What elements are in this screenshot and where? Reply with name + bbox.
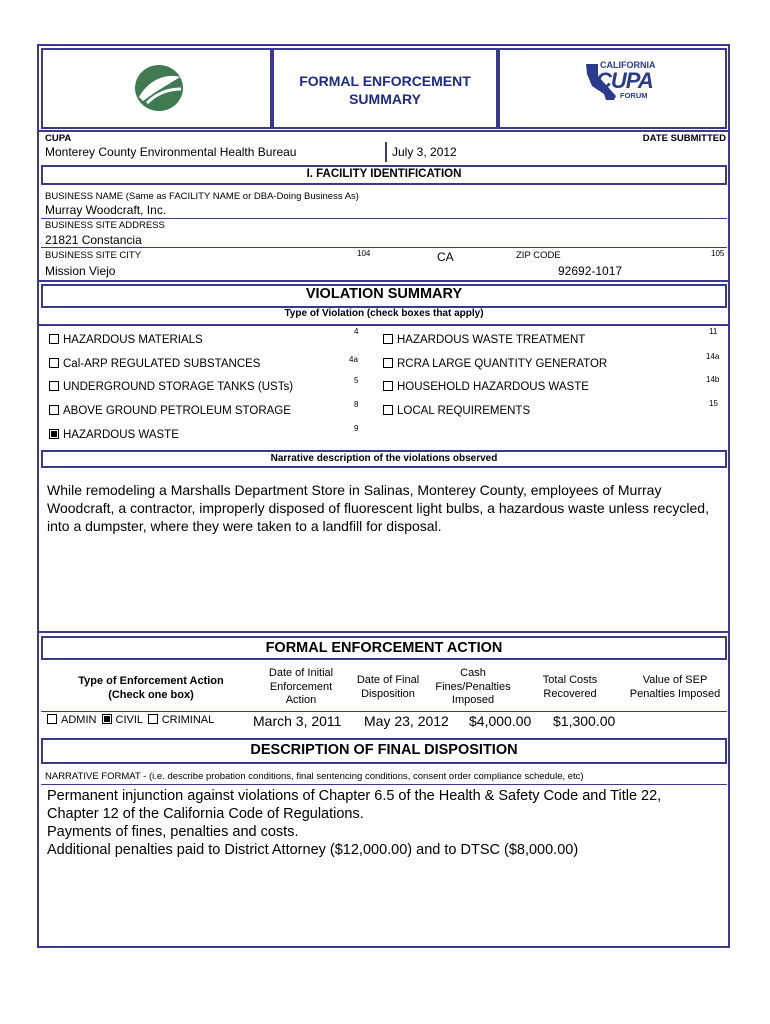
divider bbox=[37, 631, 730, 633]
cupa-forum-logo bbox=[584, 60, 664, 102]
checkbox-checked[interactable] bbox=[102, 714, 112, 724]
violation-calarp[interactable] bbox=[49, 358, 260, 370]
type-label-line-1: Type of Enforcement Action bbox=[78, 675, 224, 687]
divider bbox=[41, 247, 727, 248]
violation-label: UNDERGROUND STORAGE TANKS (USTs) bbox=[63, 381, 294, 393]
violation-ust[interactable] bbox=[49, 381, 293, 393]
violation-code: 11 bbox=[709, 327, 718, 336]
col-initial-date: Date of Initial Enforcement Action bbox=[268, 667, 334, 706]
violation-rcra-lqg[interactable] bbox=[383, 358, 607, 370]
divider bbox=[41, 218, 727, 219]
checkbox[interactable] bbox=[383, 358, 393, 368]
city-label: BUSINESS SITE CITY bbox=[45, 250, 142, 261]
divider bbox=[37, 130, 730, 132]
narrative-label: Narrative description of the violations observed bbox=[270, 453, 498, 464]
zip-label: ZIP CODE bbox=[516, 250, 561, 261]
page-title bbox=[272, 72, 498, 108]
checkbox[interactable] bbox=[49, 358, 59, 368]
enforcement-type-options bbox=[47, 714, 214, 726]
title-line-2: SUMMARY bbox=[349, 91, 421, 107]
option-label: CIVIL bbox=[115, 714, 143, 726]
violation-code: 4a bbox=[349, 355, 358, 364]
cupa-logo-top: CALIFORNIA bbox=[600, 60, 656, 70]
option-label: CRIMINAL bbox=[161, 714, 215, 726]
col-costs: Total Costs Recovered bbox=[542, 674, 598, 700]
col-sep: Value of SEP Penalties Imposed bbox=[629, 674, 721, 700]
zip-code-number: 105 bbox=[711, 249, 725, 258]
checkbox[interactable] bbox=[49, 381, 59, 391]
divider bbox=[37, 324, 730, 326]
checkbox[interactable] bbox=[49, 334, 59, 344]
violation-hazardous-materials[interactable] bbox=[49, 334, 203, 346]
option-admin[interactable] bbox=[47, 714, 96, 726]
violation-code: 15 bbox=[709, 399, 718, 408]
date-submitted-label: DATE SUBMITTED bbox=[642, 133, 726, 144]
type-label-line-2: (Check one box) bbox=[108, 689, 194, 701]
violation-hazardous-waste[interactable] bbox=[49, 429, 179, 441]
zip-value: 92692-1017 bbox=[558, 264, 623, 278]
disposition-line: Additional penalties paid to District Attorney ($12,000.00) and to DTSC ($8,000.00) bbox=[47, 842, 579, 858]
checkbox[interactable] bbox=[383, 381, 393, 391]
disposition-narrative bbox=[47, 787, 723, 859]
disposition-line: Payments of fines, penalties and costs. bbox=[47, 824, 299, 840]
option-civil[interactable] bbox=[102, 714, 143, 726]
violation-local-requirements[interactable] bbox=[383, 405, 530, 417]
violation-label: ABOVE GROUND PETROLEUM STORAGE bbox=[63, 405, 291, 417]
violation-code: 9 bbox=[354, 424, 359, 433]
violation-section-title: VIOLATION SUMMARY bbox=[305, 286, 463, 302]
col-final-date: Date of Final Disposition bbox=[356, 674, 420, 700]
col-fines: Cash Fines/Penalties Imposed bbox=[435, 667, 511, 706]
final-date-value: May 23, 2012 bbox=[364, 713, 449, 729]
enforcement-type-heading bbox=[45, 674, 257, 702]
violation-narrative: While remodeling a Marshalls Department Store in Salinas, Monterey County, employees of Murray Woodcraft, a contractor, improperly disposed of fluorescent light bulbs, a hazardous waste unless recycled, into a dumpster, where they were taken to a landfill for disposal. bbox=[47, 482, 709, 534]
divider bbox=[385, 142, 387, 162]
cupa-logo-bottom: FORUM bbox=[620, 91, 648, 100]
enforcement-section-title: FORMAL ENFORCEMENT ACTION bbox=[265, 640, 503, 656]
violation-label: RCRA LARGE QUANTITY GENERATOR bbox=[397, 358, 608, 370]
violation-label: Cal-ARP REGULATED SUBSTANCES bbox=[63, 358, 261, 370]
costs-value: $1,300.00 bbox=[553, 713, 616, 729]
violation-code: 8 bbox=[354, 400, 359, 409]
violation-label: HAZARDOUS WASTE bbox=[63, 429, 179, 441]
violation-label: HAZARDOUS WASTE TREATMENT bbox=[397, 334, 586, 346]
checkbox[interactable] bbox=[47, 714, 57, 724]
city-code: 104 bbox=[357, 249, 371, 258]
city-value: Mission Viejo bbox=[45, 264, 116, 278]
disposition-line: Chapter 12 of the California Code of Regulations. bbox=[47, 806, 364, 822]
divider bbox=[41, 711, 727, 712]
violation-code: 14a bbox=[706, 352, 720, 361]
cupa-value: Monterey County Environmental Health Bureau bbox=[45, 145, 297, 159]
violation-label: HAZARDOUS MATERIALS bbox=[63, 334, 203, 346]
business-name-label: BUSINESS NAME (Same as FACILITY NAME or DBA-Doing Business As) bbox=[45, 191, 359, 202]
address-label: BUSINESS SITE ADDRESS bbox=[45, 220, 165, 231]
initial-date-value: March 3, 2011 bbox=[253, 713, 342, 729]
disposition-section-title: DESCRIPTION OF FINAL DISPOSITION bbox=[250, 742, 518, 758]
checkbox-checked[interactable] bbox=[49, 429, 59, 439]
divider bbox=[37, 280, 730, 282]
disposition-label: NARRATIVE FORMAT - (i.e. describe probation conditions, final sentencing conditions, consent order compliance schedule, etc) bbox=[45, 771, 584, 782]
violation-household-hw[interactable] bbox=[383, 381, 589, 393]
fines-value: $4,000.00 bbox=[469, 713, 532, 729]
checkbox[interactable] bbox=[383, 405, 393, 415]
violation-label: HOUSEHOLD HAZARDOUS WASTE bbox=[397, 381, 589, 393]
violation-code: 5 bbox=[354, 376, 359, 385]
checkbox[interactable] bbox=[49, 405, 59, 415]
checkbox[interactable] bbox=[148, 714, 158, 724]
option-label: ADMIN bbox=[61, 714, 97, 726]
title-line-1: FORMAL ENFORCEMENT bbox=[299, 73, 471, 89]
date-submitted-value: July 3, 2012 bbox=[392, 145, 457, 159]
state-value: CA bbox=[437, 250, 454, 264]
violation-aboveground-petroleum[interactable] bbox=[49, 405, 291, 417]
cupa-logo-main: CUPA bbox=[596, 68, 653, 93]
divider bbox=[41, 784, 727, 785]
violation-label: LOCAL REQUIREMENTS bbox=[397, 405, 531, 417]
business-name-value: Murray Woodcraft, Inc. bbox=[45, 203, 167, 217]
violation-subtitle: Type of Violation (check boxes that apply) bbox=[284, 308, 484, 319]
checkbox[interactable] bbox=[383, 334, 393, 344]
violation-hw-treatment[interactable] bbox=[383, 334, 585, 346]
disposition-line: Permanent injunction against violations of Chapter 6.5 of the Health & Safety Code and Title 22, bbox=[47, 788, 662, 804]
violation-code: 4 bbox=[354, 327, 359, 336]
cupa-label: CUPA bbox=[45, 133, 72, 144]
agency-leaf-logo bbox=[133, 63, 185, 113]
option-criminal[interactable] bbox=[148, 714, 215, 726]
address-value: 21821 Constancia bbox=[45, 233, 142, 247]
facility-section-title: I. FACILITY IDENTIFICATION bbox=[306, 168, 462, 180]
violation-code: 14b bbox=[706, 375, 720, 384]
